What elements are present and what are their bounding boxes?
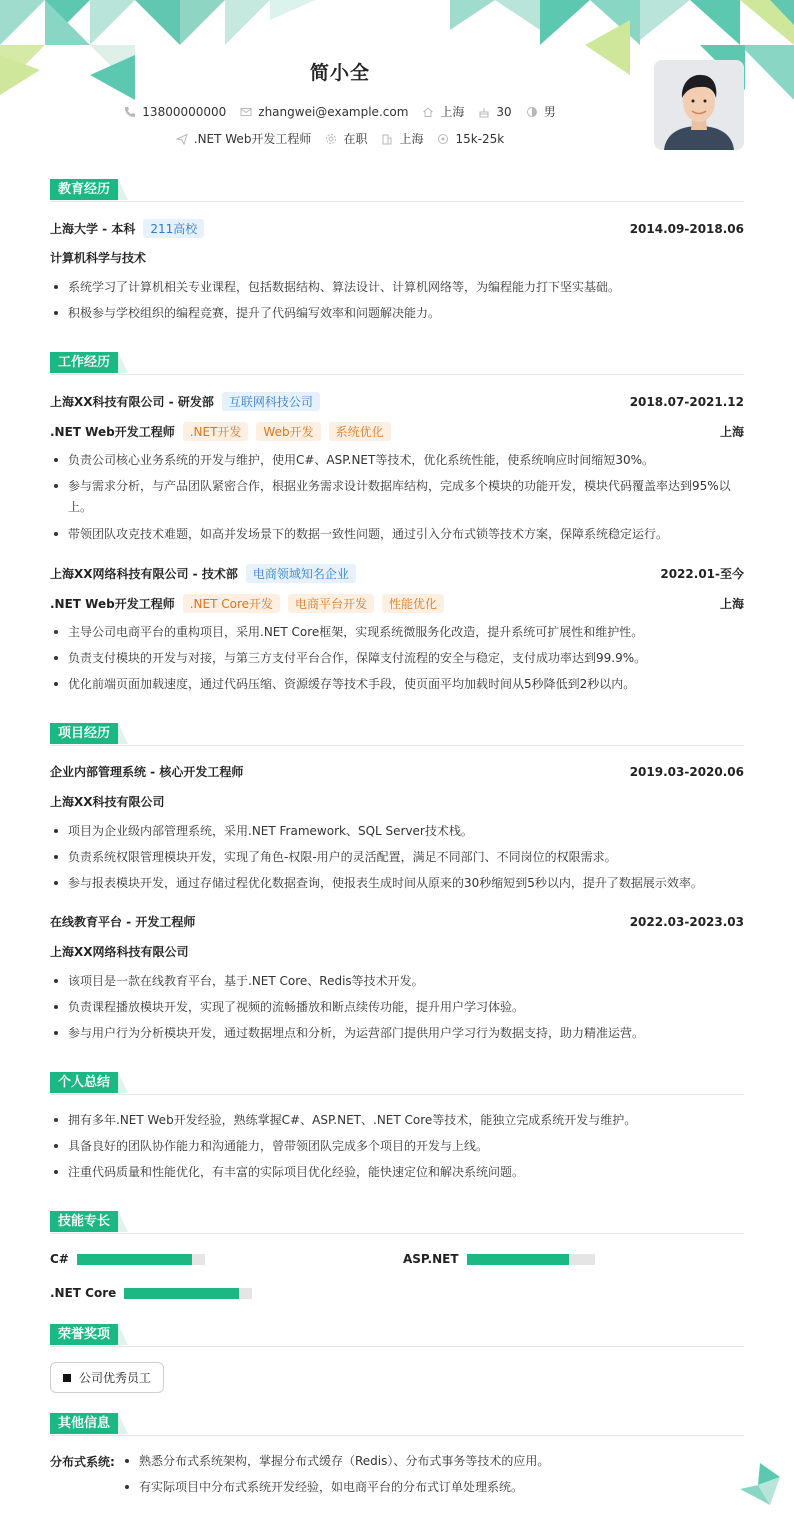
project-period: 2019.03-2020.06 [629,764,744,779]
skill-bar-fill [77,1254,192,1265]
project-title: 企业内部管理系统 - 核心开发工程师 [50,765,244,779]
skill-bar [124,1288,252,1299]
project-company-row [50,943,744,960]
section-work-label: 工作经历 [50,352,118,373]
section-projects-title [50,721,744,745]
section-education-title [50,177,744,201]
cake-icon [478,106,490,118]
project-bullet: 参与报表模块开发，通过存储过程优化数据查询，使报表生成时间从原来的30秒缩短到5秒以内，提升了数据展示效率。 [50,873,744,894]
profile-photo [654,60,744,150]
work-bullet: 主导公司电商平台的重构项目，采用.NET Core框架，实现系统微服务化改造，提升系统可扩展性和维护性。 [50,622,744,643]
work-header [50,564,744,583]
contact-row [0,103,680,120]
status-item [325,130,367,147]
skill-bar-fill [467,1254,569,1265]
work-city: 上海 [719,425,744,439]
section-other-title [50,1411,744,1435]
home-icon [422,106,434,118]
education-school: 上海大学 - 本科 [50,222,136,236]
age-text: 30 [496,104,512,119]
section-awards-label: 荣誉奖项 [50,1324,118,1345]
project-header [50,763,744,780]
work-bullet: 带领团队攻克技术难题，如高并发场景下的数据一致性问题，通过引入分布式锁等技术方案，保障系统稳定运行。 [50,524,744,545]
gear-icon [325,133,337,145]
gender-item [526,103,556,120]
project-title: 在线教育平台 - 开发工程师 [50,915,196,929]
skill-name: ASP.NET [403,1252,459,1266]
work-bullet: 参与需求分析，与产品团队紧密合作，根据业务需求设计数据库结构，完成多个模块的功能开发，模块代码覆盖率达到95%以上。 [50,476,744,518]
gender-text: 男 [543,105,556,119]
work-role: .NET Web开发工程师 [50,425,175,439]
work-period: 2018.07-2021.12 [629,394,744,409]
education-major-row [50,249,744,266]
other-bullet: 有实际项目中分布式系统开发经验，如电商平台的分布式订单处理系统。 [121,1477,741,1498]
job-title-item [176,130,312,147]
work-skill-tag: 系统优化 [329,422,391,441]
work-skill-tag: Web开发 [256,422,320,441]
section-summary-label: 个人总结 [50,1072,118,1093]
award-square-icon [63,1374,71,1382]
work-company-tag: 互联网科技公司 [222,392,320,411]
section-skills-title [50,1209,744,1233]
project-company: 上海XX科技有限公司 [50,795,165,809]
award-badge [50,1362,164,1393]
gender-icon [526,106,538,118]
send-icon [176,133,188,145]
education-bullet: 系统学习了计算机相关专业课程，包括数据结构、算法设计、计算机网络等，为编程能力打下坚实基础。 [50,277,744,298]
section-other-label: 其他信息 [50,1413,118,1434]
salary-item [437,130,504,147]
corner-decoration [740,1463,780,1505]
work-period: 2022.01-至今 [660,567,744,581]
city-item [422,103,464,120]
status-text: 在职 [343,132,368,146]
phone-text: 13800000000 [142,104,227,119]
job-title-text: .NET Web开发工程师 [193,132,312,146]
project-bullet: 参与用户行为分析模块开发，通过数据埋点和分析，为运营部门提供用户学习行为数据支持，助力精准运营。 [50,1023,744,1044]
work-company-tag: 电商领域知名企业 [246,564,356,583]
work-header [50,392,744,411]
section-work-title [50,350,744,374]
project-company: 上海XX网络科技有限公司 [50,945,189,959]
salary-text: 15k-25k [455,131,505,146]
work-skill-tag: 性能优化 [382,594,444,613]
work-skill-tag: .NET开发 [183,422,249,441]
project-period: 2022.03-2023.03 [629,914,744,929]
summary-bullet: 注重代码质量和性能优化，有丰富的实际项目优化经验，能快速定位和解决系统问题。 [50,1162,744,1183]
section-projects-label: 项目经历 [50,723,118,744]
email-icon [240,106,252,118]
summary-bullet: 拥有多年.NET Web开发经验，熟练掌握C#、ASP.NET、.NET Core等技术，能独立完成系统开发与维护。 [50,1110,744,1131]
project-bullet: 项目为企业级内部管理系统，采用.NET Framework、SQL Server技术栈。 [50,821,744,842]
work-role-row [50,594,744,613]
candidate-name: 简小全 [309,62,370,84]
skill-name: .NET Core [50,1286,117,1300]
work-role: .NET Web开发工程师 [50,597,175,611]
work-skill-tag: .NET Core开发 [183,594,280,613]
education-header [50,219,744,238]
work-city-text: 上海 [399,132,424,146]
section-skills-label: 技能专长 [50,1211,118,1232]
work-city-item [381,130,423,147]
summary-bullet: 具备良好的团队协作能力和沟通能力，曾带领团队完成多个项目的开发与上线。 [50,1136,744,1157]
work-company: 上海XX科技有限公司 - 研发部 [50,395,214,409]
skill-bar [77,1254,205,1265]
project-company-row [50,793,744,810]
other-bullet: 熟悉分布式系统架构，掌握分布式缓存（Redis）、分布式事务等技术的应用。 [121,1451,741,1472]
section-education-label: 教育经历 [50,179,118,200]
skill-bar-fill [124,1288,239,1299]
education-major: 计算机科学与技术 [50,251,147,265]
education-bullet: 积极参与学校组织的编程竞赛，提升了代码编写效率和问题解决能力。 [50,303,744,324]
work-company: 上海XX网络科技有限公司 - 技术部 [50,567,238,581]
other-label: 分布式系统: [50,1455,115,1469]
work-bullet: 优化前端页面加载速度，通过代码压缩、资源缓存等技术手段，使页面平均加载时间从5秒降低到2秒以内。 [50,674,744,695]
resume-header [0,0,794,160]
project-bullet: 负责系统权限管理模块开发，实现了角色-权限-用户的灵活配置，满足不同部门、不同岗位的权限需求。 [50,847,744,868]
project-bullet: 负责课程播放模块开发，实现了视频的流畅播放和断点续传功能，提升用户学习体验。 [50,997,744,1018]
phone-item [124,103,226,120]
award-text: 公司优秀员工 [79,1371,152,1385]
job-intent-row [0,130,680,147]
work-role-row [50,422,744,441]
skill-name: C# [50,1252,69,1266]
skill-item [403,1252,595,1266]
age-item [478,103,511,120]
work-skill-tag: 电商平台开发 [288,594,374,613]
email-item [240,103,408,120]
work-bullet: 负责支付模块的开发与对接，与第三方支付平台合作，保障支付流程的安全与稳定，支付成功率达到99.9%。 [50,648,744,669]
skill-bar [467,1254,595,1265]
project-header [50,913,744,930]
education-tag: 211高校 [143,219,204,238]
skill-item [50,1286,252,1300]
skill-item [50,1252,205,1266]
phone-icon [124,106,136,118]
work-city: 上海 [719,597,744,611]
email-text: zhangwei@example.com [258,104,409,119]
section-awards-title [50,1322,744,1346]
salary-icon [437,133,449,145]
project-bullet: 该项目是一款在线教育平台，基于.NET Core、Redis等技术开发。 [50,971,744,992]
education-period: 2014.09-2018.06 [629,221,744,236]
work-bullet: 负责公司核心业务系统的开发与维护，使用C#、ASP.NET等技术，优化系统性能，使系统响应时间缩短30%。 [50,450,744,471]
city-text: 上海 [440,105,465,119]
building-icon [381,133,393,145]
section-summary-title [50,1070,744,1094]
